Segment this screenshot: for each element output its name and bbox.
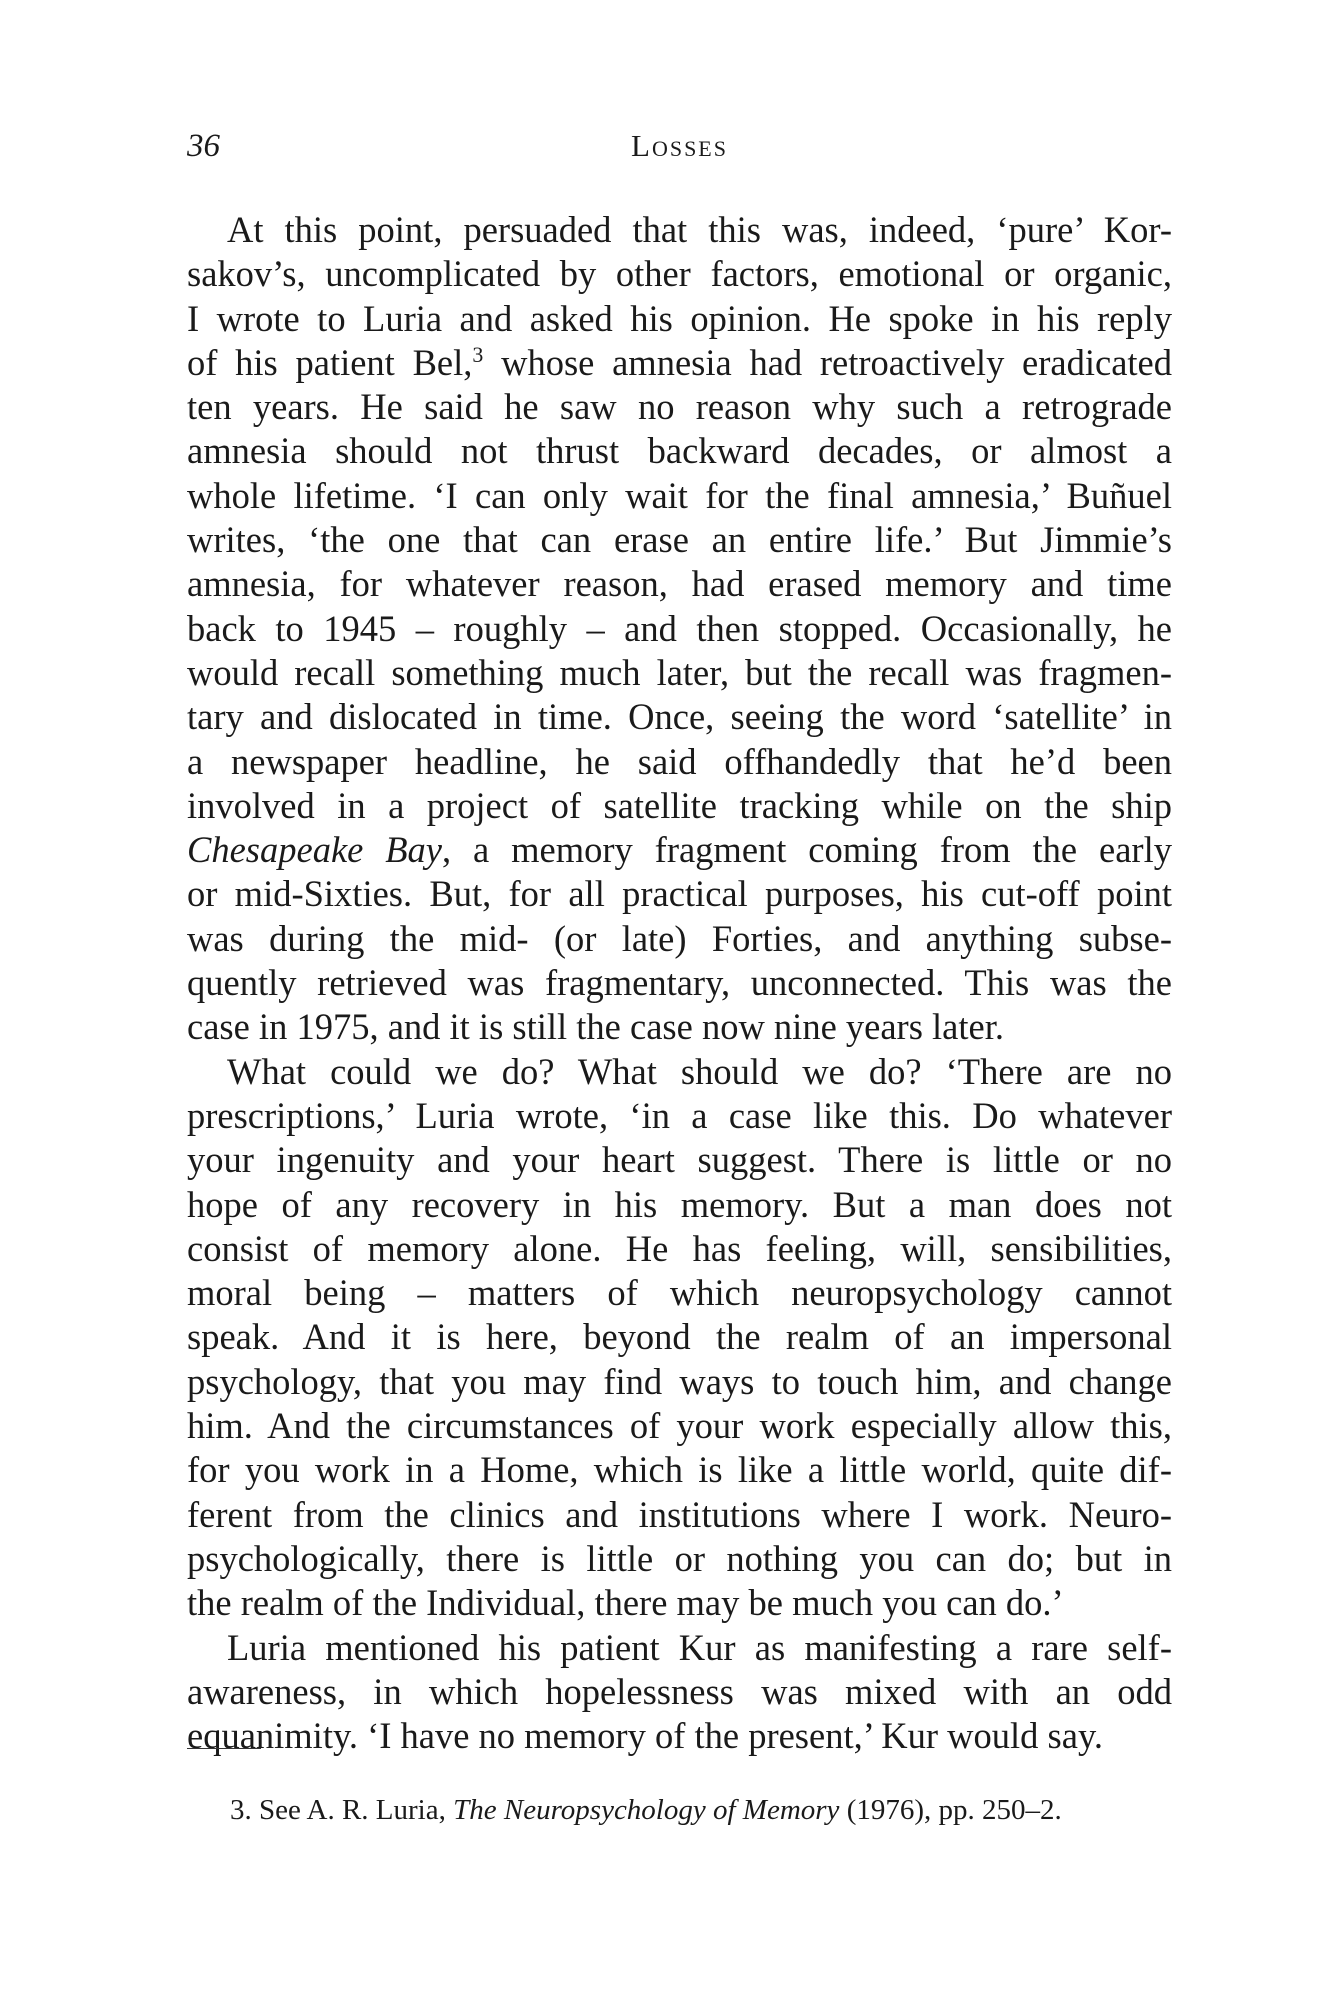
running-head: Losses — [631, 128, 728, 163]
text-line: amnesia should not thrust backward decades, or almost a — [187, 430, 1172, 472]
page-header — [187, 128, 1172, 172]
text-line: consist of memory alone. He has feeling, will, sensibilities, — [187, 1227, 1172, 1269]
text-line: involved in a project of satellite tracking while on the ship — [187, 784, 1172, 826]
text-line: prescriptions,’ Luria wrote, ‘in a case like this. Do whatever — [187, 1094, 1172, 1136]
footnote-book-title: The Neuropsychology of Memory — [453, 1794, 840, 1826]
body-text — [187, 208, 1172, 1758]
text-line: hope of any recovery in his memory. But a man does not — [187, 1183, 1172, 1225]
page-number: 36 — [187, 128, 220, 164]
text-segment: , a memory fragment coming from the early — [442, 829, 1172, 871]
footnote-text: 3. See A. R. Luria, — [230, 1794, 454, 1826]
footnote-rule — [187, 1748, 261, 1749]
text-line: him. And the circumstances of your work especially allow this, — [187, 1405, 1172, 1447]
text-line: amnesia, for whatever reason, had erased memory and time — [187, 563, 1172, 605]
text-line: awareness, in which hopelessness was mixed with an odd — [187, 1670, 1172, 1712]
text-line: sakov’s, uncomplicated by other factors, emotional or organic, — [187, 253, 1172, 295]
text-line: At this point, persuaded that this was, indeed, ‘pure’ Kor- — [227, 209, 1172, 250]
text-line: ten years. He said he saw no reason why such a retrograde — [187, 386, 1172, 428]
text-line: writes, ‘the one that can erase an entire life.’ But Jimmie’s — [187, 519, 1172, 561]
text-line: or mid-Sixties. But, for all practical purposes, his cut-off point — [187, 873, 1172, 915]
text-line: quently retrieved was fragmentary, unconnected. This was the — [187, 962, 1172, 1004]
footnote-reference: 3 — [472, 341, 484, 367]
text-line: would recall something much later, but the recall was fragmen- — [187, 651, 1172, 693]
text-line: I wrote to Luria and asked his opinion. He spoke in his reply — [187, 297, 1172, 339]
footnote — [230, 1794, 1062, 1827]
footnote-text: (1976), pp. 250–2. — [839, 1794, 1062, 1826]
text-line: the realm of the Individual, there may be much you can do.’ — [187, 1582, 1064, 1624]
ship-name: Chesapeake Bay — [187, 829, 442, 871]
text-segment: whose amnesia had retroactively eradicated — [483, 341, 1172, 383]
text-line: tary and dislocated in time. Once, seeing the word ‘satellite’ in — [187, 696, 1172, 738]
text-line: What could we do? What should we do? ‘There are no — [227, 1050, 1172, 1092]
text-line: a newspaper headline, he said offhandedly that he’d been — [187, 740, 1172, 782]
text-line — [187, 828, 1172, 872]
text-line: was during the mid- (or late) Forties, and anything subse- — [187, 917, 1172, 959]
text-line: speak. And it is here, beyond the realm of an impersonal — [187, 1316, 1172, 1358]
text-line: back to 1945 – roughly – and then stopped. Occasionally, he — [187, 607, 1172, 649]
text-line: whole lifetime. ‘I can only wait for the final amnesia,’ Buñuel — [187, 474, 1172, 516]
text-line — [187, 341, 1172, 385]
text-line: ferent from the clinics and institutions where I work. Neuro- — [187, 1493, 1172, 1535]
text-line: your ingenuity and your heart suggest. There is little or no — [187, 1139, 1172, 1181]
text-line: psychology, that you may find ways to touch him, and change — [187, 1360, 1172, 1402]
text-line: Luria mentioned his patient Kur as manifesting a rare self- — [227, 1626, 1172, 1668]
text-line: case in 1975, and it is still the case now nine years later. — [187, 1006, 1004, 1048]
text-line: for you work in a Home, which is like a little world, quite dif- — [187, 1449, 1172, 1491]
text-line: moral being – matters of which neuropsychology cannot — [187, 1272, 1172, 1314]
text-line: psychologically, there is little or nothing you can do; but in — [187, 1537, 1172, 1579]
text-line: equanimity. ‘I have no memory of the present,’ Kur would say. — [187, 1715, 1103, 1757]
text-segment: of his patient Bel, — [187, 341, 473, 383]
